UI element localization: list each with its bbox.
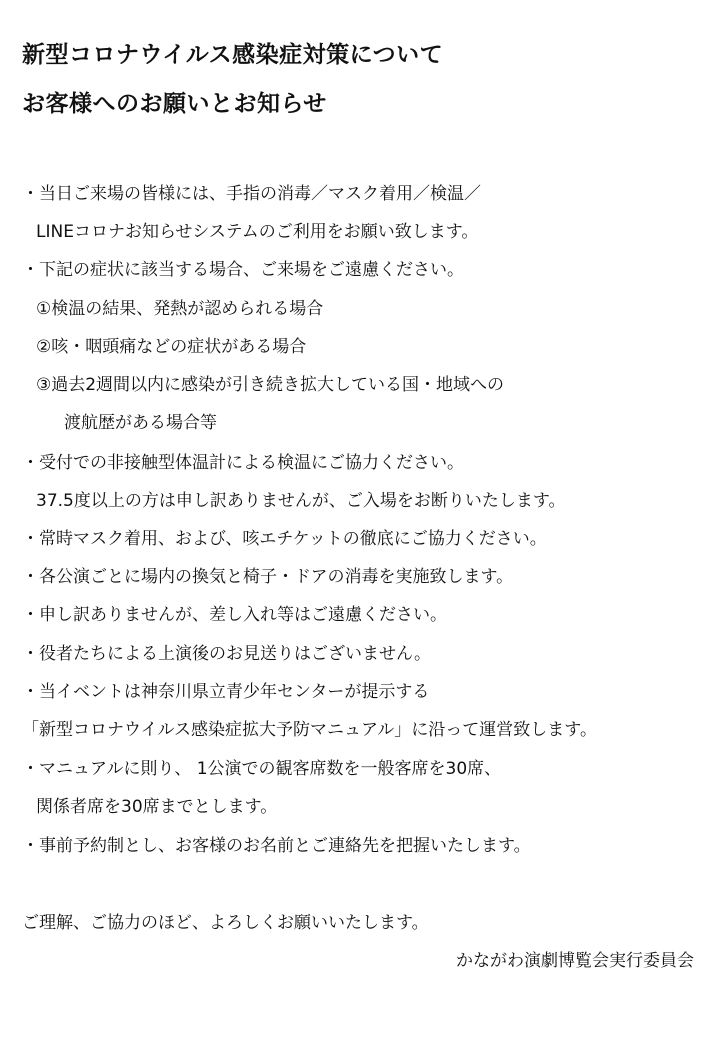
body-line: ・下記の症状に該当する場合、ご来場をご遠慮ください。 (22, 260, 464, 280)
body-line: ①検温の結果、発熱が認められる場合 (36, 299, 324, 319)
body-line: ・受付での非接触型体温計による検温にご協力ください。 (22, 453, 464, 473)
body-line: 渡航歴がある場合等 (64, 413, 217, 433)
body-line: ・当イベントは神奈川県立青少年センターが提示する (22, 682, 430, 702)
title-line-1: 新型コロナウイルス感染症対策について (22, 42, 444, 68)
body-line: ・当日ご来場の皆様には、手指の消毒／マスク着用／検温／ (22, 184, 481, 204)
body-line: 「新型コロナウイルス感染症拡大予防マニュアル」に沿って運営致します。 (22, 720, 597, 740)
body-line: ・常時マスク着用、および、咳エチケットの徹底にご協力ください。 (22, 529, 547, 549)
body-line: ・マニュアルに則り、 1公演での観客席数を一般客席を30席、 (22, 759, 502, 779)
body-line: 関係者席を30席までとします。 (36, 797, 278, 817)
closing-text: ご理解、ご協力のほど、よろしくお願いいたします。 (22, 913, 429, 933)
body-line: LINEコロナお知らせシステムのご利用をお願い致します。 (36, 222, 479, 242)
body-line: ・役者たちによる上演後のお見送りはございません。 (22, 644, 432, 664)
title-line-2: お客様へのお願いとお知らせ (22, 91, 327, 117)
body-line: ・各公演ごとに場内の換気と椅子・ドアの消毒を実施致します。 (22, 567, 514, 587)
body-line: ・申し訳ありませんが、差し入れ等はご遠慮ください。 (22, 605, 447, 625)
body-line: 37.5度以上の方は申し訳ありませんが、ご入場をお断りいたします。 (36, 491, 566, 511)
body-line: ・事前予約制とし、お客様のお名前とご連絡先を把握いたします。 (22, 836, 531, 856)
body-line: ③過去2週間以内に感染が引き続き拡大している国・地域への (36, 375, 505, 395)
body-line: ②咳・咽頭痛などの症状がある場合 (36, 337, 307, 357)
organization-signature: かながわ演劇博覧会実行委員会 (456, 951, 694, 971)
